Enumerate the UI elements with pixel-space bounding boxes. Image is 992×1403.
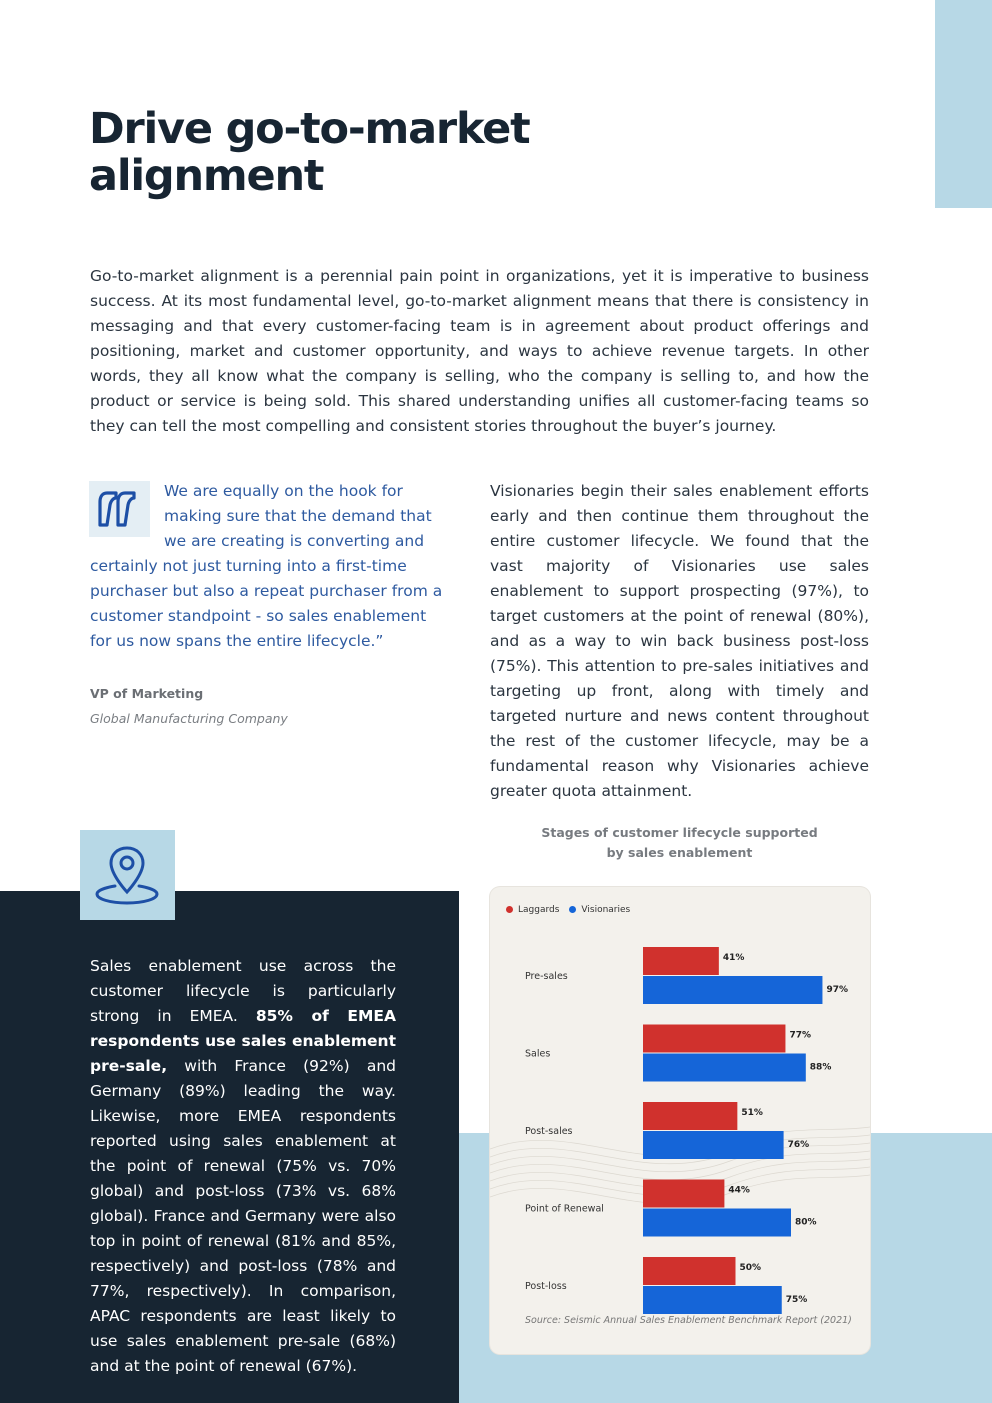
bar-visionaries-sales [643,1054,806,1082]
chart-legend [506,905,630,915]
quote-attribution-organization: Global Manufacturing Company [90,711,288,726]
category-label-post-sales: Post-sales [525,1126,573,1137]
pull-quote: We are equally on the hook for making sure that the demand that we are creating is converting and certainly not just turning into a first-time purchaser but also a repeat purchaser from a customer standpoint - so sales enablement for us now spans the entire lifecycle.” [90,482,443,650]
bar-visionaries-point-of-renewal [643,1209,791,1237]
legend-swatch-laggards [506,906,513,913]
category-label-post-loss: Post-loss [525,1281,567,1292]
bar-laggards-post-loss [643,1257,736,1285]
bar-visionaries-post-loss [643,1286,782,1314]
data-label-laggards-point-of-renewal: 44% [728,1185,750,1196]
chart-title [490,823,869,863]
data-label-laggards-post-sales: 51% [741,1108,763,1118]
page-title: Drive go-to-market alignment [89,104,530,201]
bar-laggards-sales [643,1025,785,1053]
emea-paragraph [90,954,396,1379]
legend-label-laggards: Laggards [518,905,560,915]
data-label-laggards-sales: 77% [789,1030,811,1041]
intro-paragraph: Go-to-market alignment is a perennial pain point in organizations, yet it is imperative to business success. At its most fundamental level, go-to-market alignment means that there is consistency in messaging and that every customer-facing team is in agreement about product offerings and positioning, market and customer opportunity, and ways to achieve revenue targets. In other words, they all know what the company is selling, who the company is selling to, and how the product or service is being sold. This shared understanding unifies all customer-facing teams so they can tell the most compelling and consistent stories throughout the buyer’s journey. [90,267,869,435]
visionaries-paragraph: Visionaries begin their sales enablement efforts early and then continue them throughout the entire customer lifecycle. We found that the vast majority of Visionaries use sales enablement to support prospecting (97%), to target customers at the point of renewal (80%), and as a way to win back business post-loss (75%). This attention to pre-sales initiatives and targeting up front, along with timely and targeted nurture and news content throughout the rest of the customer lifecycle, may be a fundamental reason why Visionaries achieve greater quota attainment. [490,482,869,800]
data-label-visionaries-post-loss: 75% [785,1295,808,1305]
data-label-visionaries-pre-sales: 97% [826,985,848,995]
bar-laggards-pre-sales [643,947,719,975]
location-pin-icon [95,842,159,908]
corner-accent-block [935,0,992,208]
bar-visionaries-post-sales [643,1131,784,1159]
bar-chart-canvas [490,887,870,1354]
emea-text-start: Sales enablement use across the customer lifecycle is particularly strong in EMEA. [90,957,396,1025]
bar-visionaries-pre-sales [643,976,822,1004]
chart-title-line-2: by sales enablement [606,845,753,860]
data-label-laggards-pre-sales: 41% [722,953,745,963]
legend-swatch-visionaries [569,906,576,913]
bar-laggards-post-sales [643,1102,737,1130]
category-label-point-of-renewal: Point of Renewal [525,1203,604,1215]
chart-source-note: Source: Seismic Annual Sales Enablement Benchmark Report (2021) [525,1315,852,1326]
category-label-pre-sales: Pre-sales [525,971,568,982]
location-pin-icon-box [80,830,175,920]
legend-item-laggards [506,905,559,915]
data-label-visionaries-sales: 88% [809,1062,832,1073]
category-label-sales: Sales [525,1048,551,1060]
chart-title-line-1: Stages of customer lifecycle supported [541,825,818,840]
data-label-visionaries-point-of-renewal: 80% [795,1217,817,1228]
legend-label-visionaries: Visionaries [581,905,631,915]
bar-chart [490,887,870,1354]
quote-attribution-role: VP of Marketing [90,686,204,701]
emea-text-end: with France (92%) and Germany (89%) leading the way. Likewise, more EMEA respondents reported using sales enablement at the point of renewal (75% vs. 70% global) and post-loss (73% vs. 68% global). France and Germany were also top in point of renewal (81% and 85%, respectively) and post-loss (78% and 77%, respectively). In comparison, APAC respondents are least likely to use sales enablement pre-sale (68%) and at the point of renewal (67%). [90,1057,396,1375]
bar-laggards-point-of-renewal [643,1180,724,1208]
legend-item-visionaries [569,905,630,915]
data-label-laggards-post-loss: 50% [739,1263,762,1273]
data-label-visionaries-post-sales: 76% [787,1140,810,1150]
emea-highlight: 85% of EMEA respondents use sales enablement pre-sale, [90,1007,396,1075]
